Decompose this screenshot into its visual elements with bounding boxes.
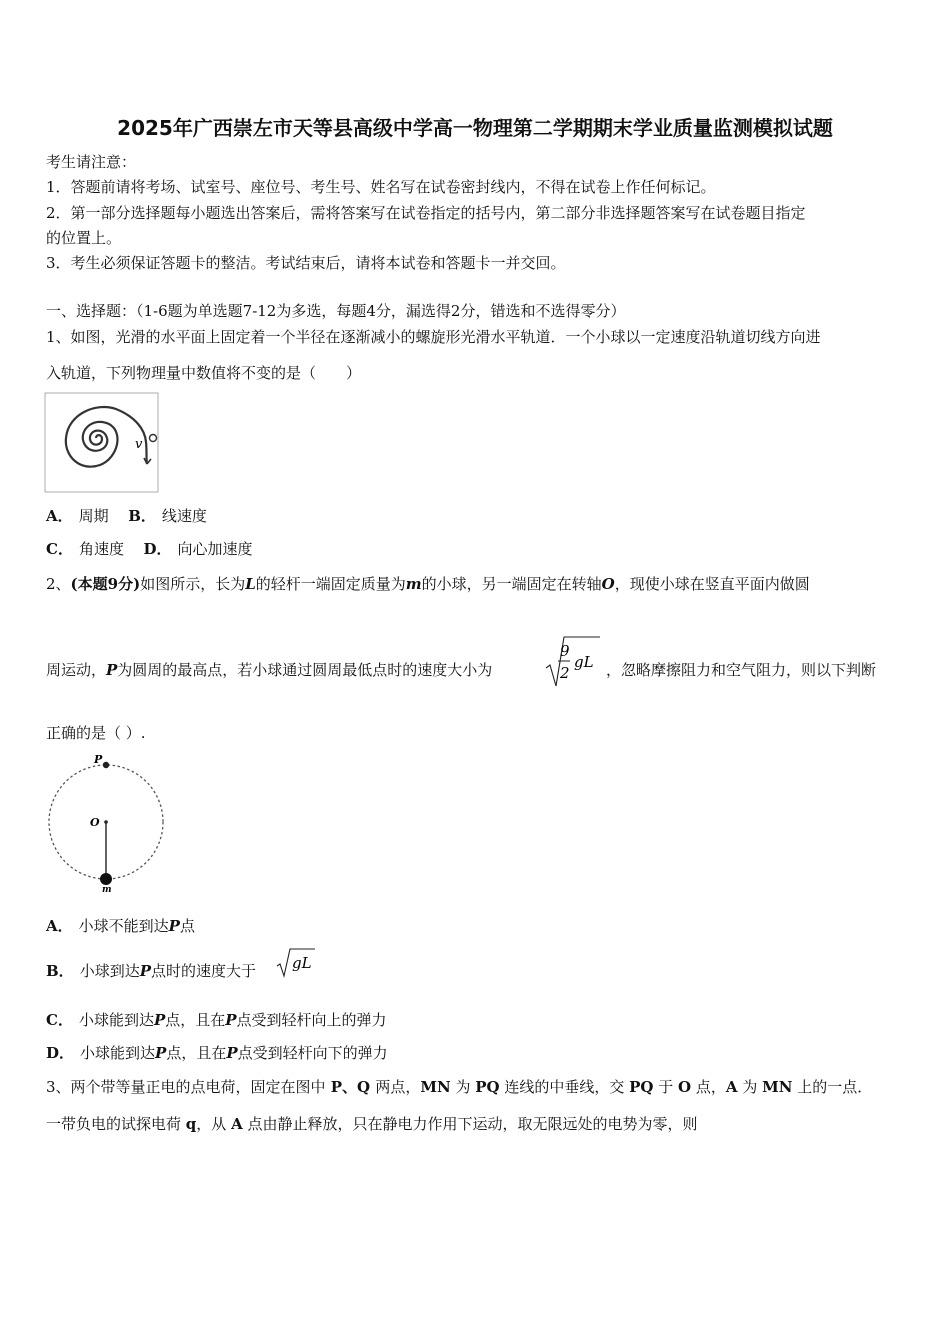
q1-option-a-label: A．: [46, 507, 73, 525]
q2-option-c-var-2: P: [225, 1011, 237, 1029]
q2-text-6: 为圆周的最高点，若小球通过圆周最低点时的速度大小为: [117, 661, 493, 679]
spiral-track-figure: [44, 392, 160, 494]
radicand: gL: [292, 954, 312, 972]
point-p-label: P: [94, 753, 103, 766]
q2-option-c: [46, 1010, 387, 1030]
gL-term: gL: [574, 653, 594, 671]
q3-line-mn: MN: [420, 1078, 451, 1096]
q3-text-1: 3、两个带等量正电的点电荷，固定在图中: [46, 1078, 326, 1096]
point-p: [103, 762, 109, 768]
notice-item-1: 1．答题前请将考场、试室号、座位号、考生号、姓名写在试卷密封线内，不得在试卷上作任何标记。: [46, 178, 716, 196]
q1-options-ab: [46, 506, 207, 526]
q3-text-11: 点由静止释放，只在静电力作用下运动，取无限远处的电势为零，则: [242, 1115, 698, 1133]
q3-text-4: 连线的中垂线，交: [499, 1078, 630, 1096]
q2-text-1: 如图所示，长为: [140, 575, 246, 593]
q1-stem-line2: 入轨道，下列物理量中数值将不变的是（ ）: [46, 364, 362, 382]
q2-option-b-var: P: [139, 962, 151, 980]
q3-point-o: O: [678, 1078, 692, 1096]
q2-option-a-text-1: 小球不能到达: [78, 917, 169, 935]
q3-point-a-2: A: [231, 1115, 243, 1133]
q1-option-c-label: C．: [46, 540, 73, 558]
q1-stem-line1: 1、如图，光滑的水平面上固定着一个半径在逐渐减小的螺旋形光滑水平轨道．一个小球以一定速度沿轨道切线方向进: [46, 328, 821, 346]
q2-number: 2、: [46, 575, 71, 593]
q3-segment-pq-2: PQ: [629, 1078, 654, 1096]
q3-segment-pq: PQ: [475, 1078, 500, 1096]
ball-m: [100, 873, 112, 885]
q3-text-2: 两点，: [375, 1078, 421, 1096]
frac-numerator: 9: [560, 642, 570, 660]
q2-option-a-label: A．: [46, 917, 73, 935]
q1-option-b-label: B．: [128, 507, 156, 525]
q2-option-d-text-2: 点，且在: [166, 1044, 227, 1062]
q3-text-10: ，从: [196, 1115, 232, 1133]
q2-option-c-var-1: P: [153, 1011, 166, 1029]
q3-point-a: A: [725, 1078, 738, 1096]
q2-var-P: P: [106, 661, 118, 679]
axis-o-label: O: [90, 816, 100, 829]
q2-stem-line2-end: ，忽略摩擦阻力和空气阻力，则以下判断: [606, 661, 877, 679]
q3-charge-q: q: [185, 1115, 197, 1133]
q3-text-5: 于: [653, 1078, 679, 1096]
q3-text-7: 为: [737, 1078, 763, 1096]
q2-option-d: [46, 1043, 388, 1063]
q1-option-d-text: 向心加速度: [177, 540, 253, 558]
sqrt-9-2-gL-formula: [544, 634, 602, 690]
q2-option-d-var-1: P: [155, 1044, 167, 1062]
q2-option-d-text-1: 小球能到达: [80, 1044, 156, 1062]
q2-text-2: 的轻杆一端固定质量为: [255, 575, 406, 593]
q2-option-c-text-2: 点，且在: [165, 1011, 226, 1029]
q1-option-c-text: 角速度: [78, 540, 124, 558]
ball-icon: [150, 435, 157, 442]
q2-score: (本题9分): [70, 575, 141, 593]
q1-option-a-text: 周期: [78, 507, 109, 525]
q2-text-4: ，现使小球在竖直平面内做圆: [614, 575, 810, 593]
q3-text-3: 为: [450, 1078, 476, 1096]
q2-var-m: m: [405, 575, 422, 593]
q2-text-5: 周运动，: [46, 661, 107, 679]
q2-option-b-text-2: 点时的速度大于: [150, 962, 256, 980]
q3-stem-line1: [46, 1077, 872, 1097]
q3-text-8: 上的一点．: [792, 1078, 873, 1096]
q3-line-mn-2: MN: [762, 1078, 793, 1096]
q2-option-b: [46, 961, 256, 981]
q3-text-6: 点，: [691, 1078, 726, 1096]
q2-stem-line3: 正确的是（ ）.: [46, 724, 146, 742]
q2-option-d-text-3: 点受到轻杆向下的弹力: [237, 1044, 388, 1062]
q2-option-d-var-2: P: [226, 1044, 238, 1062]
vertical-circle-figure: [44, 752, 168, 892]
velocity-label: v: [135, 437, 143, 452]
q1-option-b-text: 线速度: [161, 507, 207, 525]
ball-m-label: m: [102, 885, 112, 892]
q2-option-d-label: D．: [46, 1044, 75, 1062]
notice-item-3: 3．考生必须保证答题卡的整洁。考试结束后，请将本试卷和答题卡一并交回。: [46, 254, 566, 272]
notice-item-2: 2．第一部分选择题每小题选出答案后，需将答案写在试卷指定的括号内，第二部分非选择题答案写在试卷题目指定: [46, 204, 806, 222]
q2-option-a: [46, 916, 195, 936]
q3-text-9: 一带负电的试探电荷: [46, 1115, 186, 1133]
q3-stem-line2: [46, 1114, 697, 1134]
q2-stem-line2: [46, 660, 492, 680]
q2-option-c-label: C．: [46, 1011, 73, 1029]
q2-option-a-text-2: 点: [179, 917, 195, 935]
q2-option-b-text-1: 小球到达: [79, 962, 140, 980]
page-title: 2025年广西崇左市天等县高级中学高一物理第二学期期末学业质量监测模拟试题: [117, 116, 833, 140]
notice-item-2-cont: 的位置上。: [46, 229, 122, 247]
sqrt-gL-formula: [275, 946, 317, 980]
q1-options-cd: [46, 539, 253, 559]
section-heading: 一、选择题：（1-6题为单选题7-12为多选，每题4分，漏选得2分，错选和不选得零分）: [46, 302, 626, 320]
q2-var-L: L: [245, 575, 256, 593]
q1-option-d-label: D．: [143, 540, 172, 558]
q2-option-c-text-1: 小球能到达: [78, 1011, 154, 1029]
q2-var-O: O: [601, 575, 615, 593]
q3-points-pq: P、Q: [325, 1078, 376, 1096]
q2-option-c-text-3: 点受到轻杆向上的弹力: [236, 1011, 387, 1029]
q2-text-3: 的小球，另一端固定在转轴: [421, 575, 602, 593]
frac-denominator: 2: [560, 664, 570, 682]
q2-stem-line1: [46, 574, 810, 594]
notice-heading: 考生请注意：: [46, 153, 137, 171]
q2-option-b-label: B．: [46, 962, 74, 980]
q2-option-a-var: P: [168, 917, 180, 935]
